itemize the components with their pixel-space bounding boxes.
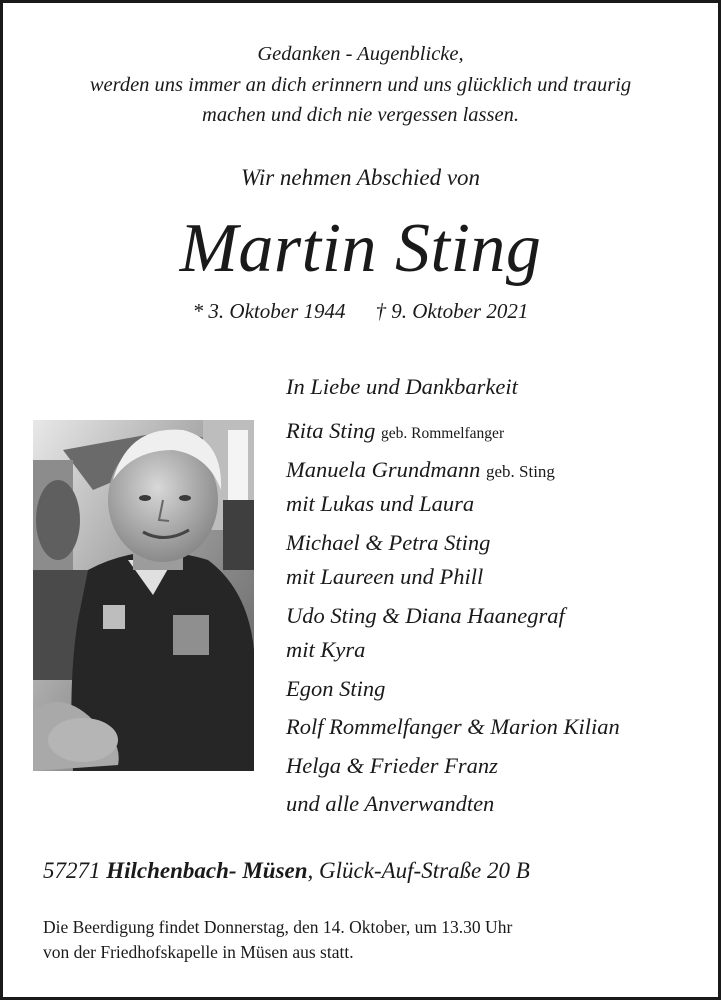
portrait-photo [33,420,254,771]
mourner-note: geb. Sting [485,461,555,481]
mourner-row: Rolf Rommelfanger & Marion Kilian [286,714,620,739]
mourner-row: mit Laureen und Phill [286,564,484,589]
mourner-row: Udo Sting & Diana Haanegraf [286,602,565,628]
memorial-poem [3,39,718,131]
funeral-line: Die Beerdigung findet Donnerstag, den 14. Oktober, um 13.30 Uhr [43,917,513,937]
mourner-row: Egon Sting [286,675,386,701]
mourner-name: Manuela Grundmann [286,456,481,482]
funeral-info [43,915,512,965]
farewell-heading: Wir nehmen Abschied von [240,165,481,190]
mourner-row [286,453,706,488]
poem-line: Gedanken - Augenblicke, [257,43,464,65]
mourner-name: Rita Sting [286,418,376,443]
postal-code: 57271 [43,858,101,883]
poem-line: werden uns immer an dich erinnern und uns glücklich und traurig [89,73,632,96]
family-address [43,858,530,884]
mourner-row: Michael & Petra Sting [286,529,491,555]
mourner-row: mit Kyra [286,637,366,662]
life-dates [3,299,718,324]
funeral-line: von der Friedhofskapelle in Müsen aus statt. [43,942,354,962]
mourner-row: Helga & Frieder Franz [286,752,498,778]
mourner-row: mit Lukas und Laura [286,491,475,516]
city-name: Hilchenbach- Müsen [106,858,308,883]
birth-date: * 3. Oktober 1944 [192,299,346,323]
mourner-row [286,414,706,449]
death-date: † 9. Oktober 2021 [375,299,529,323]
mourner-row: und alle Anverwandten [286,791,495,816]
deceased-name: Martin Sting [179,210,542,287]
mourner-note: geb. Rommelfanger [381,425,505,442]
mourners-intro: In Liebe und Dankbarkeit [286,374,518,399]
street-address: , Glück-Auf-Straße 20 B [307,858,530,883]
poem-line: machen und dich nie vergessen lassen. [202,104,519,126]
mourners-list [286,370,706,822]
